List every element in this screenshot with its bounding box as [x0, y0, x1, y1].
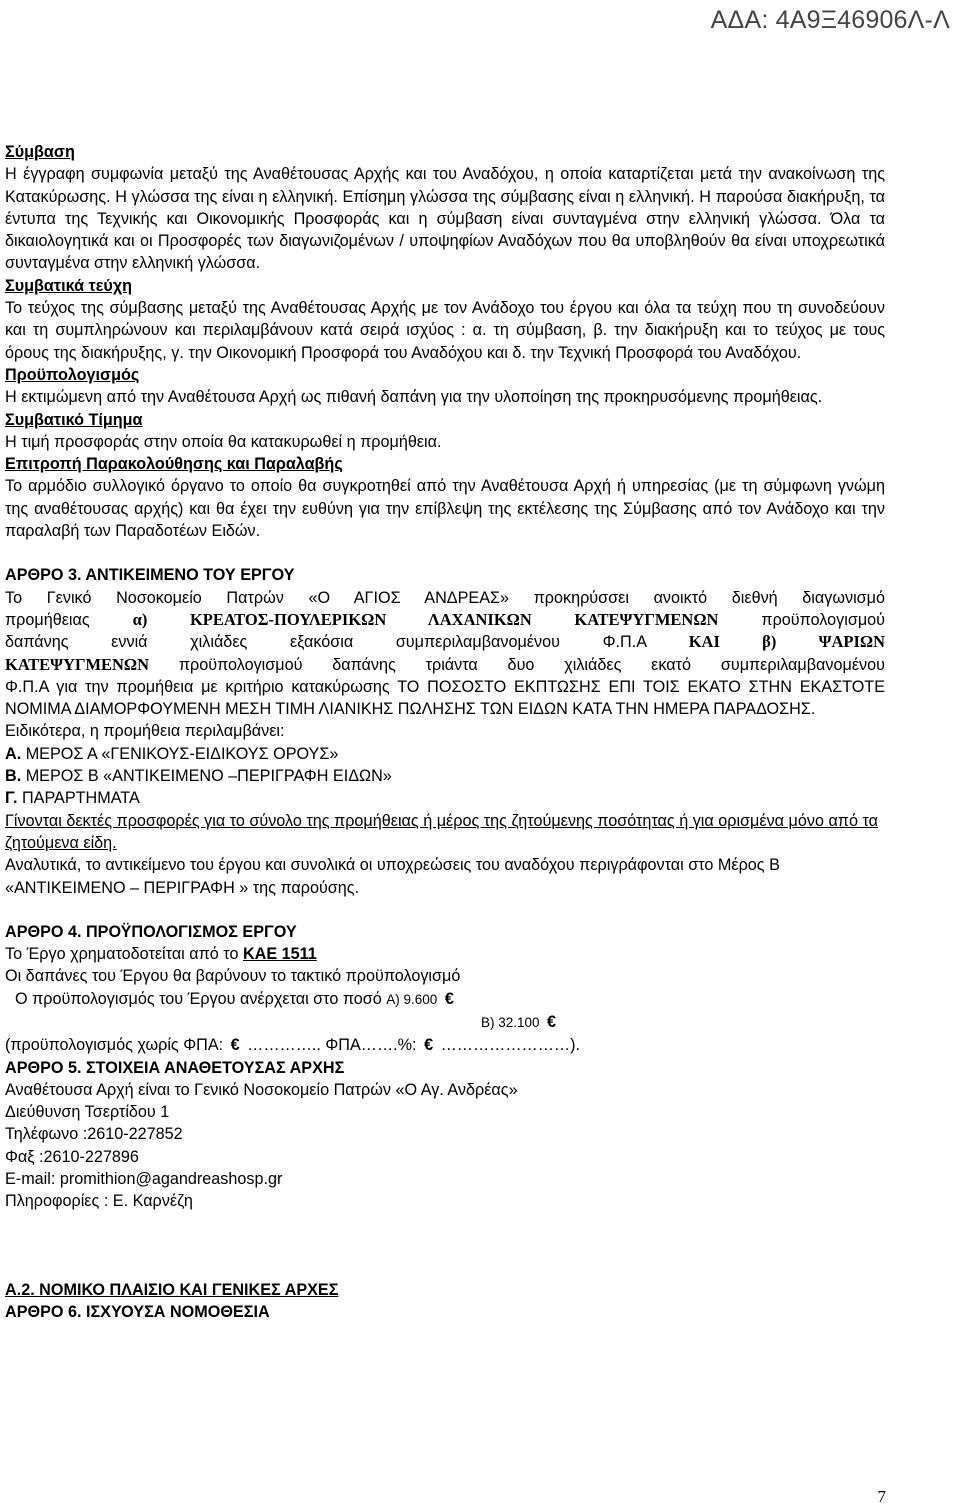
paragraph-symvasi: Η έγγραφη συμφωνία μεταξύ της Αναθέτουσας Αρχής και του Αναδόχου, η οποία καταρτίζεται μετά την ανακοίνωση της Κατακύρωσης. Η γλώσσα της είναι η ελληνική. Επίσημη γλώσσα της σύμβασης είναι η ελληνική. Η παρούσα διακήρυξη, τα έντυπα της Τεχνικής και Οικονομικής Προσφοράς και η σύμβαση είναι συνταγμένα στην ελληνική γλώσσα. Όλα τα δικαιολογητικά και οι Προσφορές των διαγωνιζομένων / υποψηφίων Αναδόχων που θα υποβληθούν θα είναι υποχρεωτικά συνταγμένα στην ελληνική γλώσσα.	[5, 165, 885, 273]
arthro4-line4	[5, 1011, 885, 1034]
arthro3-line5: Φ.Π.Α για την προμήθεια με κριτήριο κατακύρωσης ΤΟ ΠΟΣΟΣΤΟ ΕΚΠΤΩΣΗΣ ΕΠΙ ΤΟΙΣ ΕΚΑΤΟ ΣΤΗΝ ΕΚΑΣΤΟΤΕ ΝΟΜΙΜΑ ΔΙΑΜΟΡΦΟΥΜΕΝΗ ΜΕΣΗ ΤΙΜΗ ΛΙΑΝΙΚΗΣ ΠΩΛΗΣΗΣ ΤΩΝ ΕΙΔΩΝ ΚΑΤΑ ΤΗΝ ΗΜΕΡΑ ΠΑΡΑΔΟΣΗΣ.	[5, 677, 885, 719]
arthro3-underlined-note: Γίνονται δεκτές προσφορές για το σύνολο της προμήθειας ή μέρος της ζητούμενης ποσότητας ή για ορισμένα μόνο από τα ζητούμενα είδη.	[5, 811, 879, 852]
arthro5-phone: Τηλέφωνο :2610-227852	[5, 1125, 183, 1144]
arthro4-line2: Οι δαπάνες του Έργου θα βαρύνουν το τακτικό προϋπολογισμό	[5, 967, 461, 986]
paragraph-proypologismos: Η εκτιμώμενη από την Αναθέτουσα Αρχή ως πιθανή δαπάνη για την υλοποίηση της προκηρυσόμενης προμήθειας.	[5, 388, 823, 407]
arthro3-line4-b: προϋπολογισμού δαπάνης τριάντα δυο χιλιάδες εκατό συμπεριλαμβανομένου	[178, 655, 885, 674]
arthro3-analytika: Αναλυτικά, το αντικείμενο του έργου και συνολικά οι υποχρεώσεις του αναδόχου περιγράφονται στο Μέρος Β «ΑΝΤΙΚΕΙΜΕΝΟ – ΠΕΡΙΓΡΑΦΗ » της παρούσης.	[5, 856, 780, 897]
item-b-text: ΜΕΡΟΣ Β «ΑΝΤΙΚΕΙΜΕΝΟ –ΠΕΡΙΓΡΑΦΗ ΕΙΔΩΝ»	[25, 767, 392, 786]
arthro3-line1: Το Γενικό Νοσοκομείο Πατρών «Ο ΑΓΙΟΣ ΑΝΔΡΕΑΣ» προκηρύσσει ανοικτό διεθνή διαγωνισμό	[5, 588, 885, 607]
arthro3-line3	[5, 631, 885, 653]
arthro3-line3-a: δαπάνης εννιά χιλιάδες εξακόσια συμπεριλαμβανομένου Φ.Π.Α	[5, 633, 647, 652]
arthro3-line3-b: ΚΑΙ β) ΨΑΡΙΩΝ	[688, 632, 885, 652]
arthro5-info: Πληροφορίες : Ε. Καρνέζη	[5, 1192, 193, 1211]
document-body	[5, 141, 885, 1323]
item-b-label: Β.	[5, 767, 22, 786]
arthro3-item-g	[5, 787, 885, 809]
euro-icon: €	[547, 1012, 557, 1031]
arthro3-item-b	[5, 765, 885, 787]
arthro4-line5-c: ……………………).	[440, 1036, 580, 1055]
section-title-proypologismos: Προϋπολογισμός	[5, 365, 140, 384]
arthro3-line2-a: προμήθειας	[5, 610, 90, 629]
arthro6-title: ΑΡΘΡΟ 6. ΙΣΧΥΟΥΣΑ ΝΟΜΟΘΕΣΙΑ	[5, 1302, 270, 1321]
arthro4-line3-text: Ο προϋπολογισμός του Έργου ανέρχεται στο ποσό	[15, 989, 382, 1008]
euro-icon: €	[230, 1036, 240, 1055]
arthro3-line2	[5, 609, 885, 631]
arthro5-title: ΑΡΘΡΟ 5. ΣΤΟΙΧΕΙΑ ΑΝΑΘΕΤΟΥΣΑΣ ΑΡΧΗΣ	[5, 1058, 345, 1077]
amount-b: Β) 32.100	[481, 1014, 540, 1030]
arthro5-email: E-mail: promithion@agandreashosp.gr	[5, 1170, 283, 1189]
paragraph-timima: Η τιμή προσφοράς στην οποία θα κατακυρωθεί η προμήθεια.	[5, 432, 442, 451]
arthro3-line4	[5, 654, 885, 676]
arthro5-line1: Αναθέτουσα Αρχή είναι το Γενικό Νοσοκομείο Πατρών «Ο Αγ. Ανδρέας»	[5, 1080, 518, 1099]
item-a-text: ΜΕΡΟΣ Α «ΓΕΝΙΚΟΥΣ-ΕΙΔΙΚΟΥΣ ΟΡΟΥΣ»	[25, 744, 339, 763]
section-a2-title: Α.2. ΝΟΜΙΚΟ ΠΛΑΙΣΙΟ ΚΑΙ ΓΕΝΙΚΕΣ ΑΡΧΕΣ	[5, 1280, 339, 1299]
section-title-epitropi: Επιτροπή Παρακολούθησης και Παραλαβής	[5, 455, 343, 474]
amount-a: Α) 9.600	[386, 991, 438, 1007]
arthro4-line5	[5, 1034, 885, 1056]
arthro3-line6: Ειδικότερα, η προμήθεια περιλαμβάνει:	[5, 722, 285, 741]
arthro4-line5-b: ………….. ΦΠΑ…….%:	[247, 1036, 417, 1055]
arthro5-address: Διεύθυνση Τσερτίδου 1	[5, 1103, 170, 1122]
ada-header: ΑΔΑ: 4Α9Ξ46906Λ-Λ	[710, 6, 950, 34]
item-a-label: Α.	[5, 744, 22, 763]
arthro3-line2-c: προϋπολογισμού	[761, 610, 886, 629]
euro-icon: €	[424, 1036, 434, 1055]
paragraph-teuxi: Το τεύχος της σύμβασης μεταξύ της Αναθέτουσας Αρχής με τον Ανάδοχο του έργου και όλα τα τεύχη που τη συνοδεύουν και τη συμπληρώνουν και περιλαμβάνουν κατά σειρά ισχύος : α. τη σύμβαση, β. την διακήρυξη και το τεύχος με τους όρους της διακήρυξης, γ. την Οικονομική Προσφορά του Αναδόχου και δ. την Τεχνική Προσφορά του Αναδόχου.	[5, 299, 885, 362]
item-g-label: Γ.	[5, 789, 18, 808]
arthro3-line4-a: ΚΑΤΕΨΥΓΜΕΝΩΝ	[5, 654, 150, 674]
arthro4-line1-a: Το Έργο χρηματοδοτείται από το	[5, 945, 239, 964]
arthro5-fax: Φαξ :2610-227896	[5, 1147, 139, 1166]
arthro4-line1	[5, 943, 885, 965]
section-title-timima: Συμβατικό Τίμημα	[5, 410, 143, 429]
section-title-symvasi: Σύμβαση	[5, 143, 75, 161]
item-g-text: ΠΑΡΑΡΤΗΜΑΤΑ	[21, 789, 140, 808]
arthro3-title: ΑΡΘΡΟ 3. ΑΝΤΙΚΕΙΜΕΝΟ ΤΟΥ ΕΡΓΟΥ	[5, 566, 295, 585]
arthro4-line3	[5, 988, 885, 1011]
arthro3-item-a	[5, 743, 885, 765]
paragraph-epitropi: Το αρμόδιο συλλογικό όργανο το οποίο θα συγκροτηθεί από την Αναθέτουσα Αρχή ή υπηρεσίας (με τη σύμφωνη γνώμη της αναθέτουσας αρχής) και θα έχει την ευθύνη για την επίβλεψη της εκτέλεσης της Σύμβασης από τον Ανάδοχο και την παραλαβή των Παραδοτέων Ειδών.	[5, 477, 885, 541]
euro-icon: €	[444, 989, 454, 1008]
arthro4-line5-a: (προϋπολογισμός χωρίς ΦΠΑ:	[5, 1036, 224, 1055]
kae-code: ΚΑΕ 1511	[242, 945, 317, 964]
section-title-teuxi: Συμβατικά τεύχη	[5, 276, 133, 295]
arthro3-line2-b: α) ΚΡΕΑΤΟΣ-ΠΟΥΛΕΡΙΚΩΝ ΛΑΧΑΝΙΚΩΝ ΚΑΤΕΨΥΓΜΕΝΩΝ	[132, 609, 719, 629]
arthro4-title: ΑΡΘΡΟ 4. ΠΡΟΫΠΟΛΟΓΙΣΜΟΣ ΕΡΓΟΥ	[5, 922, 297, 941]
page-number: 7	[877, 1487, 886, 1506]
